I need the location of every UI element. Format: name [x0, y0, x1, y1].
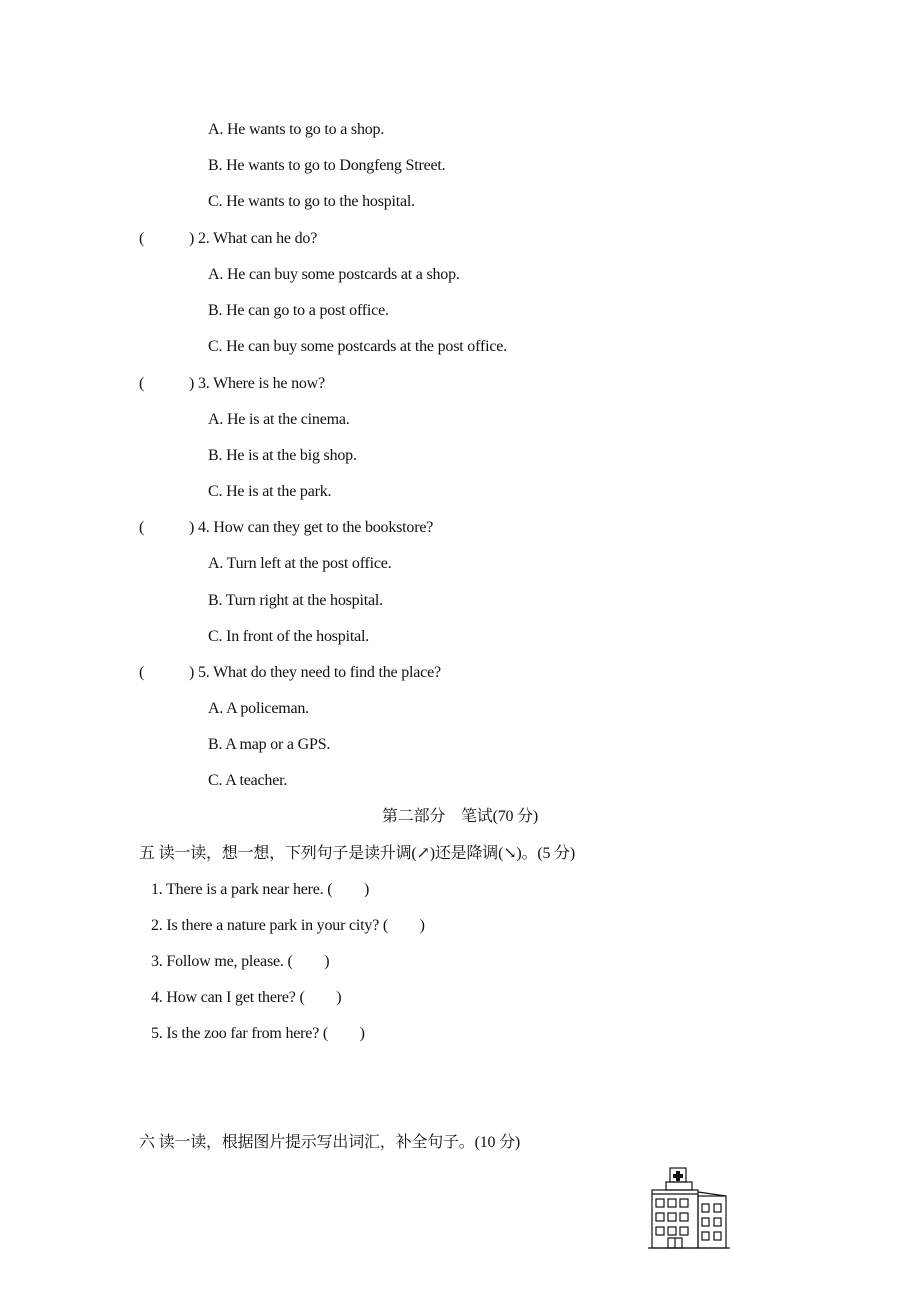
- hospital-building-icon: [648, 1166, 730, 1250]
- question-text: 3. Where is he now?: [197, 375, 325, 392]
- q1-option-c: C. He wants to go to the hospital.: [208, 193, 415, 210]
- question-text: 5. What do they need to find the place?: [197, 664, 441, 681]
- q4-option-c: C. In front of the hospital.: [208, 628, 370, 645]
- q3-option-c: C. He is at the park.: [208, 483, 332, 500]
- q1-option-b: B. He wants to go to Dongfeng Street.: [208, 157, 446, 174]
- q3-option-b: B. He is at the big shop.: [208, 447, 357, 464]
- s5-sentence-2: 2. Is there a nature park in your city? ( ): [151, 917, 425, 934]
- answer-blank[interactable]: (: [139, 519, 145, 536]
- q2-option-c: C. He can buy some postcards at the post office.: [208, 338, 507, 355]
- q1-option-a: A. He wants to go to a shop.: [208, 121, 385, 138]
- part2-title: 第二部分 笔试(70 分): [381, 808, 539, 825]
- question-5: ( ) 5. What do they need to find the place?: [139, 664, 441, 681]
- question-4: ( ) 4. How can they get to the bookstore?: [139, 519, 434, 536]
- section5-title: 五 读一读，想一想，下列句子是读升调(↗)还是降调(↘)。(5 分): [139, 845, 575, 862]
- q5-option-a: A. A policeman.: [208, 700, 309, 717]
- question-2: ( ) 2. What can he do?: [139, 230, 318, 247]
- s5-sentence-3: 3. Follow me, please. ( ): [151, 953, 330, 970]
- q2-option-b: B. He can go to a post office.: [208, 302, 389, 319]
- q5-option-c: C. A teacher.: [208, 772, 288, 789]
- answer-blank[interactable]: (: [139, 664, 145, 681]
- section6-title: 六 读一读，根据图片提示写出词汇，补全句子。(10 分): [139, 1134, 521, 1151]
- question-3: ( ) 3. Where is he now?: [139, 375, 325, 392]
- q4-option-b: B. Turn right at the hospital.: [208, 592, 383, 609]
- q4-option-a: A. Turn left at the post office.: [208, 555, 392, 572]
- question-text: 2. What can he do?: [197, 230, 318, 247]
- answer-blank[interactable]: (: [139, 230, 145, 247]
- question-text: 4. How can they get to the bookstore?: [197, 519, 434, 536]
- s5-sentence-5: 5. Is the zoo far from here? ( ): [151, 1025, 365, 1042]
- q3-option-a: A. He is at the cinema.: [208, 411, 350, 428]
- q5-option-b: B. A map or a GPS.: [208, 736, 331, 753]
- s5-sentence-4: 4. How can I get there? ( ): [151, 989, 342, 1006]
- q2-option-a: A. He can buy some postcards at a shop.: [208, 266, 460, 283]
- answer-blank[interactable]: (: [139, 375, 145, 392]
- s5-sentence-1: 1. There is a park near here. ( ): [151, 881, 370, 898]
